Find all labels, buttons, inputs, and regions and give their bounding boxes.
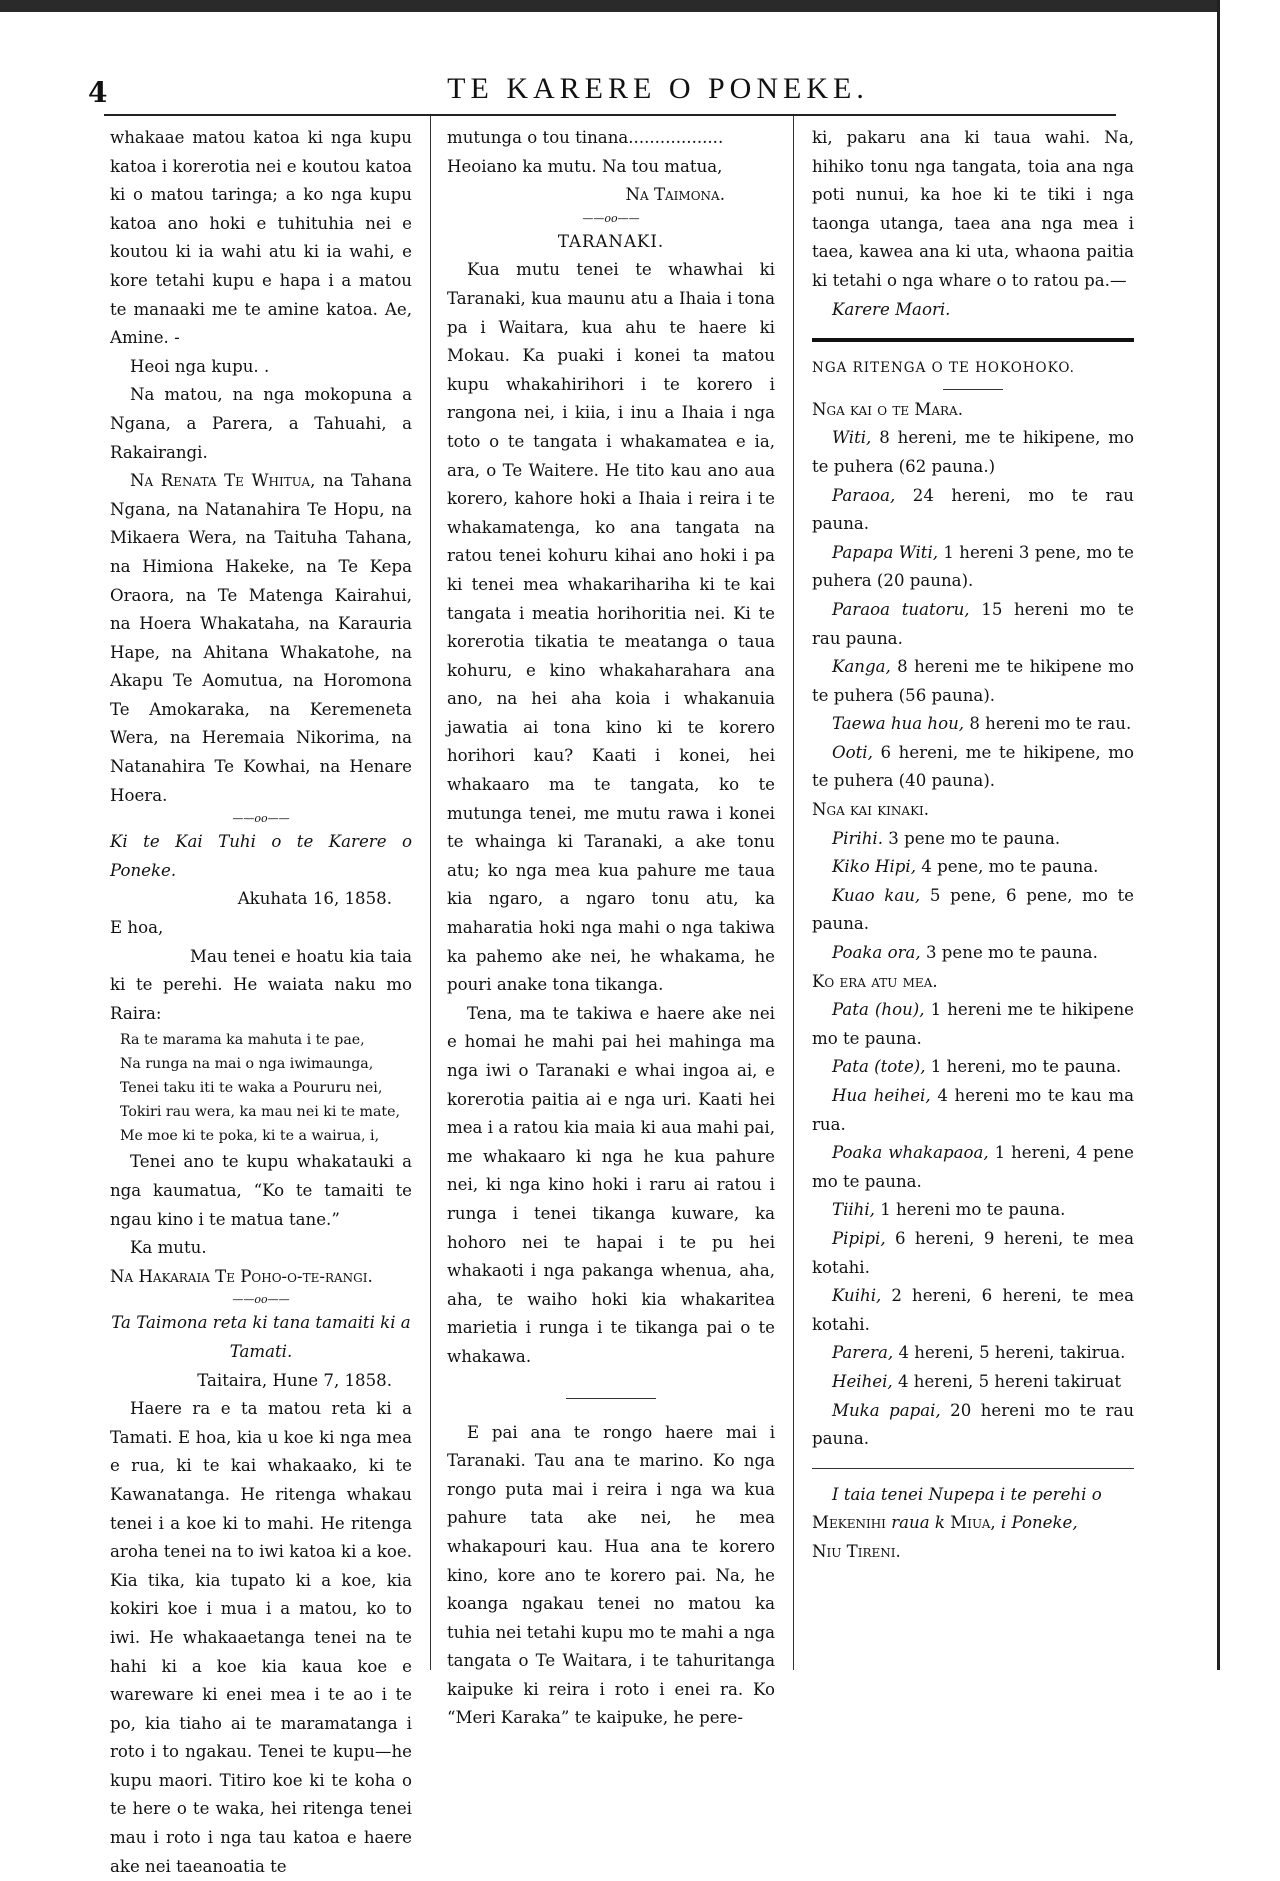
letter-greeting: E hoa, xyxy=(110,918,164,938)
price-item-name: Pata (tote), xyxy=(832,1057,926,1077)
section-rule xyxy=(566,1398,656,1399)
imprint-country: Niu Tireni. xyxy=(812,1541,901,1561)
price-item-name: Kanga, xyxy=(832,657,891,677)
price-item xyxy=(812,996,1134,1053)
section-heading: TARANAKI. xyxy=(557,231,665,251)
price-item-name: Witi, xyxy=(832,428,872,448)
price-item xyxy=(812,1196,1134,1225)
letter-heading: Ta Taimona reta ki tana tamaiti ki a Tamati. xyxy=(111,1313,411,1361)
price-item-text: 4 hereni, 5 hereni takiruat xyxy=(892,1371,1122,1391)
price-item xyxy=(812,739,1134,796)
price-item xyxy=(812,939,1134,968)
paragraph-text: ki, pakaru ana ki taua wahi. Na, hihiko tonu nga tangata, toia ana nga poti nunui, ka hoe ki te tiki i nga taonga utanga, taea ana nga mea i taea, kawea ana ki uta, whaona paitia ki tetahi o nga whare o to ratou pa.— xyxy=(812,128,1134,290)
top-edge-bar xyxy=(0,0,1280,12)
price-item-name: Poaka whakapaoa, xyxy=(832,1143,989,1163)
price-item-text: 15 hereni mo te rau pauna. xyxy=(812,599,1134,648)
column-3 xyxy=(812,124,1134,1567)
letter-signature: Na Taimona. xyxy=(625,185,725,205)
column-2 xyxy=(447,124,775,1733)
imprint-place: i Poneke, xyxy=(995,1513,1078,1533)
imprint-text: raua k xyxy=(885,1513,951,1533)
paragraph: Tena, ma te takiwa e haere ake nei e homai he mahi pai hei mahinga ma nga iwi o Taranaki e whai ingoa ai, e korerotia paitia ai e nga uri. Kaati hei mea i a ratou kia maia ki aua mahi pai, me whakaaro ki nga he kua pahure nei, ki nga kino hoki i raru ai ratou i runga i tenei tikanga kuware, ka hohoro nei te hapai i te pu hei whakaoti i nga pakanga whenua, aha, aha, te waiho hoki kia whakaritea marietia i runga i te tikanga pai o te whakawa. xyxy=(447,1003,775,1366)
price-item xyxy=(812,710,1134,739)
price-item xyxy=(812,882,1134,939)
price-item-text: 1 hereni 3 pene, mo te puhera (20 pauna). xyxy=(812,542,1134,591)
separator: ——oo—— xyxy=(232,1293,290,1307)
imprint-rule xyxy=(812,1468,1134,1469)
price-item xyxy=(812,1282,1134,1339)
price-item-text: 2 hereni, 6 hereni, te mea kotahi. xyxy=(812,1286,1134,1334)
price-item-name: Poaka ora, xyxy=(832,943,921,963)
price-item-name: Kiko Hipi, xyxy=(832,857,917,877)
price-item-name: Ooti, xyxy=(832,742,873,762)
paragraph: whakaae matou katoa ki nga kupu katoa i korerotia nei e koutou katoa ki o matou taringa; a ko nga kupu katoa ano hoki e tuhituhia nei e koutou ki ia wahi atu ki ia wahi, e kore tetahi kupu e hapa i a matou te manaaki me te amine katoa. Ae, Amine. - xyxy=(110,128,412,348)
header-rule xyxy=(104,114,1116,116)
paragraph: Heoi nga kupu. . xyxy=(130,356,270,376)
letter-date: Taitaira, Hune 7, 1858. xyxy=(197,1370,392,1390)
price-item xyxy=(812,1339,1134,1368)
paragraph: Tenei ano te kupu whakatauki a nga kaumatua, “Ko te tamaiti te ngau kino i te matua tane.” xyxy=(110,1152,412,1229)
price-item-name: Tiihi, xyxy=(832,1200,875,1220)
price-item-text: 20 hereni mo te rau pauna. xyxy=(812,1400,1135,1449)
price-item-text: 8 hereni mo te rau. xyxy=(964,714,1132,734)
price-item-name: Pirihi. xyxy=(832,828,883,848)
price-list xyxy=(812,825,1134,968)
poem-line: Me moe ki te poka, ki te a wairua, i, xyxy=(120,1128,380,1145)
paragraph: Ka mutu. xyxy=(130,1238,207,1258)
heavy-rule xyxy=(812,338,1134,342)
poem-line: Tokiri rau wera, ka mau nei ki te mate, xyxy=(120,1104,401,1121)
paragraph: Mau tenei e hoatu kia taia ki te perehi. He waiata naku mo Raira: xyxy=(110,946,412,1023)
paragraph xyxy=(812,124,1134,296)
letter-signature: Na Hakaraia Te Poho-o-te-rangi. xyxy=(110,1266,373,1286)
price-item-text: 4 hereni, 5 hereni, takirua. xyxy=(893,1343,1126,1363)
price-item-name: Hua heihei, xyxy=(832,1086,931,1105)
letter-date: Akuhata 16, 1858. xyxy=(237,889,392,909)
price-item-name: Pata (hou), xyxy=(832,1000,925,1020)
page-header xyxy=(88,72,1228,112)
poem-line: Ra te marama ka mahuta i te pae, xyxy=(120,1032,365,1049)
poem xyxy=(110,1028,412,1148)
paragraph: Haere ra e ta matou reta ki a Tamati. E hoa, kia u koe ki nga mea e rua, ki te kai whakaako, ki te Kawanatanga. He ritenga whakau tenei i a koe ki to mahi. He ritenga aroha tenei na to iwi katoa ki a koe. Kia tika, kia tupato ki a koe, kia kokiri koe i mua i a matou, ko to iwi. He whakaaetanga tenei na te hahi ki a koe kia kaua koe e wareware ki enei mea i te ao i te po, kia tiaho ai te maramatanga i roto i to ngakau. Tenei te kupu—he kupu maori. Titiro koe ki te koha o te here o te waka, hei ritenga tenei mau i roto i nga tau katoa e haere ake nei taeanoatia te xyxy=(110,1399,412,1876)
price-item-text: 4 hereni mo te kau ma rua. xyxy=(812,1086,1135,1134)
short-rule xyxy=(943,389,1003,390)
price-item-text: 6 hereni, me te hikipene, mo te puhera (40 pauna). xyxy=(812,742,1134,791)
printer-name: Miua, xyxy=(950,1513,996,1533)
paragraph: Na matou, na nga mokopuna a Ngana, a Parera, a Tahuahi, a Rakairangi. xyxy=(110,385,412,462)
signatories xyxy=(110,467,412,810)
price-item xyxy=(812,1053,1134,1082)
price-item-text: 1 hereni, 4 pene mo te pauna. xyxy=(812,1143,1134,1191)
paragraph: mutunga o tou tinana.................. xyxy=(447,128,724,147)
imprint-line: I taia tenei Nupepa i te perehi o xyxy=(832,1484,1102,1504)
source-credit: Karere Maori. xyxy=(832,299,951,319)
price-item-name: Muka papai, xyxy=(832,1400,941,1420)
masthead-title: TE KARERE O PONEKE. xyxy=(447,72,869,105)
price-item-text: 4 pene, mo te pauna. xyxy=(916,857,1099,877)
right-page-edge xyxy=(1217,0,1280,1670)
price-item-name: Taewa hua hou, xyxy=(832,714,965,734)
price-item xyxy=(812,653,1134,710)
price-item-name: Kuao kau, xyxy=(832,885,921,905)
price-item-name: Paraoa tuatoru, xyxy=(832,599,970,619)
column-divider-2 xyxy=(793,116,794,1670)
signatory-lead: Na Renata Te Whitua, xyxy=(130,471,316,491)
signatory-list: na Tahana Ngana, na Natanahira Te Hopu, na Mikaera Wera, na Taituha Tahana, na Himiona Hakeke, na Te Kepa Oraora, na Te Matenga Kairahui, na Hoera Whakataha, na Karauria Hape, na Ahitana Whakatohe, na Akapu Te Aomutua, na Horomona Te Amokaraka, na Keremeneta Wera, na Heremaia Nikorima, na Natanahira Te Kowhai, na Henare Hoera. xyxy=(110,471,412,805)
poem-line: Tenei taku iti te waka a Poururu nei, xyxy=(120,1080,383,1097)
poem-line: Na runga na mai o nga iwimaunga, xyxy=(120,1056,374,1073)
printer-name: Mekenihi xyxy=(812,1513,886,1533)
price-item-name: Papapa Witi, xyxy=(832,542,939,562)
price-item-name: Pipipi, xyxy=(832,1228,886,1248)
price-item-text: 8 hereni me te hikipene mo te puhera (56 pauna). xyxy=(812,657,1134,705)
paragraph: Heoiano ka mutu. Na tou matua, xyxy=(447,156,723,176)
price-item xyxy=(812,853,1134,882)
letter-heading: Ki te Kai Tuhi o te Karere o Poneke. xyxy=(110,832,412,880)
price-item xyxy=(812,424,1134,481)
price-item-text: 6 hereni, 9 hereni, te mea kotahi. xyxy=(812,1228,1134,1277)
market-section: Nga kai o te Mara. xyxy=(812,399,963,419)
market-section: Nga kai kinaki. xyxy=(812,800,930,820)
price-item xyxy=(812,1082,1134,1139)
price-item xyxy=(812,539,1134,596)
price-item-name: Kuihi, xyxy=(832,1286,882,1306)
price-item xyxy=(812,482,1134,539)
market-title: NGA RITENGA O TE HOKOHOKO. xyxy=(812,360,1075,377)
column-divider-1 xyxy=(430,116,431,1670)
price-item-name: Paraoa, xyxy=(832,485,896,505)
market-section: Ko era atu mea. xyxy=(812,971,938,991)
price-item xyxy=(812,1397,1134,1454)
price-item xyxy=(812,1225,1134,1282)
column-1 xyxy=(110,124,412,1881)
price-item-text: 3 pene mo te pauna. xyxy=(882,828,1061,848)
price-item-text: 1 hereni me te hikipene mo te pauna. xyxy=(812,1000,1134,1048)
price-item-text: 5 pene, 6 pene, mo te pauna. xyxy=(812,885,1134,934)
price-item xyxy=(812,596,1134,653)
page-number: 4 xyxy=(88,76,108,109)
price-list xyxy=(812,996,1134,1454)
paragraph: Kua mutu tenei te whawhai ki Taranaki, kua maunu atu a Ihaia i tona pa i Waitara, kua ahu te haere ki Mokau. Ka puaki i konei ta matou kupu whakahirihori i te korero i rangona nei, i kiia, i inu a Ihaia i nga toto o te tangata i whakamatea e ia, ara, o Te Waitere. He tito kau ano aua korero, kahore hoki a Ihaia i reira i te whakamatenga, ko ana tangata na ratou tenei kohuru kihai ano hoki i pa ki tenei mea whakarihariha ki te kai tangata i meatia horihoritia nei. Ki te korerotia tikatia te meatanga o taua kohuru, e kino whakaharahara ana ano, na hei aha koia i whakanuia jawatia ai tona kino ki te korero horihori kau? Kaati i konei, hei whakaaro ma te tangata, ko te mutunga tenei, me mutu rawa i konei te whainga ki Taranaki, a ake tonu atu; ko nga mea kua pahure me taua kia ngaro, a ngaro tonu atu, ka maharatia hoki nga mahi o nga takiwa ka pahemo ake nei, he whakama, he pouri anake tona tikanga. xyxy=(447,260,775,995)
price-item-text: 8 hereni, me te hikipene, mo te puhera (62 pauna.) xyxy=(812,428,1134,476)
separator: ——oo—— xyxy=(232,812,290,826)
price-item-name: Parera, xyxy=(832,1343,894,1363)
price-list xyxy=(812,424,1134,796)
imprint-line xyxy=(812,1509,1134,1538)
price-item-text: 1 hereni mo te pauna. xyxy=(874,1200,1066,1220)
price-item-text: 1 hereni, mo te pauna. xyxy=(925,1057,1122,1077)
price-item xyxy=(812,1139,1134,1196)
price-item xyxy=(812,825,1134,854)
price-item xyxy=(812,1368,1134,1397)
price-item-text: 3 pene mo te pauna. xyxy=(920,943,1098,963)
price-item-name: Heihei, xyxy=(832,1371,893,1391)
price-item-text: 24 hereni, mo te rau pauna. xyxy=(812,485,1134,534)
separator: ——oo—— xyxy=(582,211,640,225)
paragraph: E pai ana te rongo haere mai i Taranaki. Tau ana te marino. Ko nga rongo puta mai i reira i nga wa kua pahure tata ake nei, he mea whakapouri kau. Hua ana te korero kino, kore ano te korero pai. Na, he koanga ngakau tenei no matou ka tuhia nei tetahi kupu mo te mahi a nga tangata o Te Waitara, i te tahuritanga kaipuke ki reira i roto i enei ra. Ko “Meri Karaka” te kaipuke, he pere- xyxy=(447,1422,775,1728)
